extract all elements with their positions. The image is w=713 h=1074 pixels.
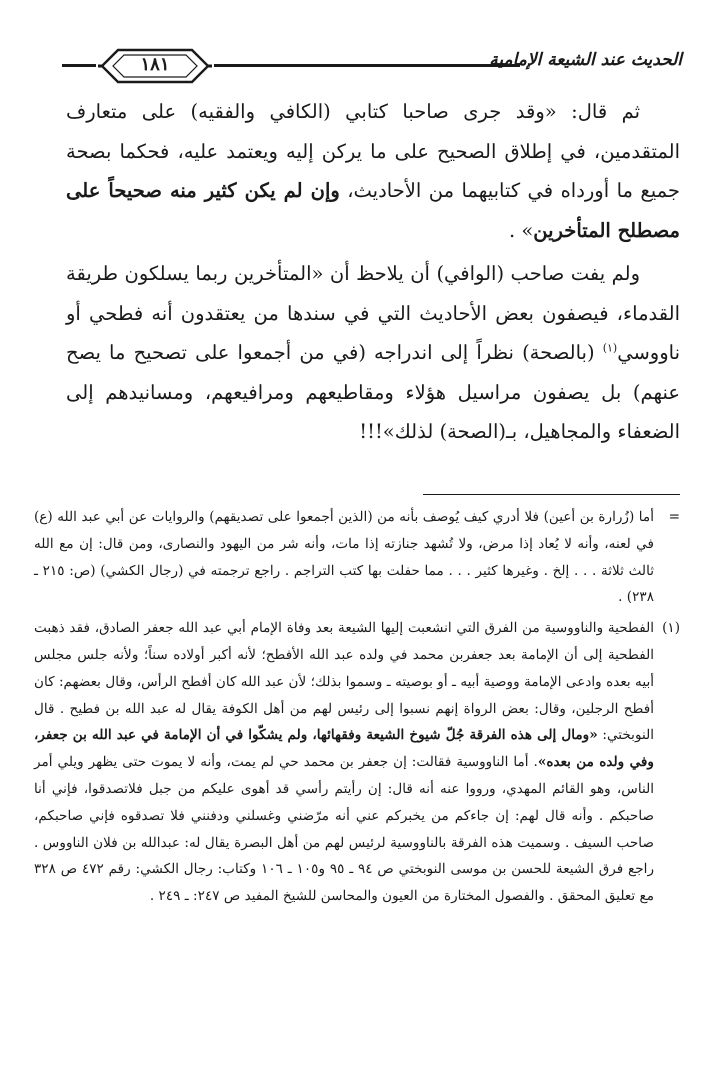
footnote-1-text-b: . أما الناووسية فقالت: إن جعفر بن محمد حي لم يمت، وأنه لا يموت حتى يظهر ويلي أمر الناس، وهو القائم المهدي، ورووا عنه أنه قال: إن رأيتم رأسي قد أهوى عليكم من جبل فلاتصدقوا، فإني أنا صاحبكم . وأنه قال لهم: إن جاءكم من يخبركم عني أنه مرّضني وغسلني ودفنني فلا تصدقوه فإني صاحبكم، صاحب السيف . وسميت هذه الفرقة بالناووسية لرئيس لهم من أهل البصرة يقال له: عبدالله بن فلان الناووس . راجع فرق الشيعة للحسن بن موسى النوبختي ص ٩٤ ـ ٩٥ و١٠٥ ـ ١٠٦ وكتاب: رجال الكشي: رقم ٤٧٢ ص ٣٢٨ مع تعليق المحقق . والفصول المختارة من العيون والمحاسن للشيخ المفيد ص ٢٤٧: ـ ٢٤٩ . — [34, 754, 655, 905]
paragraph-2-text-a: ولم يفت صاحب (الوافي) أن يلاحظ أن «المتأخرين ربما يسلكون طريقة القدماء، فيصفون بعض الأحاديث التي في سندها من يعتقدون أنه فطحي أو ناووسي — [66, 262, 680, 364]
footnote-ref-1: (١) — [602, 341, 618, 355]
page-number-ornament — [98, 46, 212, 86]
footnote-continued — [34, 504, 680, 611]
footnote-1 — [34, 615, 680, 910]
footnote-1-body — [34, 615, 654, 910]
page-number: ١٨١ — [140, 54, 170, 75]
header-rule-middle — [214, 64, 520, 67]
paragraph-1 — [66, 92, 680, 250]
paragraph-1-end: » . — [508, 218, 534, 242]
paragraph-2 — [66, 254, 680, 452]
footnote-continued-text: أما (زُرارة بن أعين) فلا أدري كيف يُوصف بأنه من (الذين أجمعوا على تصديقهم) والروايات عن أبي عبد الله (ع) في لعنه، وأنه لا يُعاد إذا مرض، ولا تُشهد جنازته إذا مات، وأنه شر من اليهود والنصارى، ومن قال: إن مع الله ثالث ثلاثة . . . إلخ . وغيرها كثير . . . مما حفلت بها كتب التراجم . راجع ترجمته في (رجال الكشي) (ص: ٢١٥ ـ ٢٣٨) . — [34, 509, 655, 606]
paragraph-1-text: ثم قال: «وقد جرى صاحبا كتابي (الكافي والفقيه) على متعارف المتقدمين، في إطلاق الصحيح على ما يركن إليه ويعتمد عليه، فحكما بصحة جميع ما أورداه في كتابيهما من الأحاديث، — [66, 100, 680, 202]
footnotes — [34, 504, 680, 910]
main-text — [66, 92, 680, 452]
footnote-separator — [423, 494, 680, 495]
footnote-continued-mark: = — [668, 509, 680, 525]
footnote-1-quote: «ومال إلى هذه الفرقة جُلّ شيوخ الشيعة وفقهائها، ولم يشكّوا في أن الإمامة في عبد الله بن جعفر، وفي ولده من بعده» — [34, 727, 654, 771]
header-rule-left — [62, 64, 96, 67]
footnote-1-mark: (١) — [662, 620, 680, 637]
paragraph-2-text-b: (بالصحة) نظراً إلى اندراجه (في من أجمعوا على تصحيح ما يصح عنهم) بل يصفون مراسيل هؤلاء ومقاطيعهم ومرافيعهم، ومسانيدهم إلى الضعفاء والمجاهيل، بـ(الصحة) لذلك»!!! — [66, 341, 680, 443]
footnote-1-text-a: الفطحية والناووسية من الفرق التي انشعبت إليها الشيعة بعد وفاة الإمام أبي عبد الله جعفر الصادق، فقد ذهبت الفطحية إلى أن الإمامة بعد جعفربن محمد في ولده عبد الله الأفطح؛ لأنه أكبر أولاده سناً؛ ولأنه جلس مجلس أبيه بعده وادعى الإمامة ووصية أبيه ـ أو بوصيته ـ وسموا بذلك؛ لأن عبد الله كان أفطح الرأس، وقال بعضهم: كان أفطح الرجلين، وقال: بعض الرواة إنهم نسبوا إلى رئيس لهم من أهل الكوفة يقال له عبد الله بن فطيح . قال النوبختي: — [34, 620, 654, 744]
running-header — [62, 44, 682, 88]
header-title: الحديث عند الشيعة الإمامية — [489, 50, 682, 70]
paragraph-1-bold: وإن لم يكن كثير منه صحيحاً على مصطلح المتأخرين — [66, 179, 680, 242]
